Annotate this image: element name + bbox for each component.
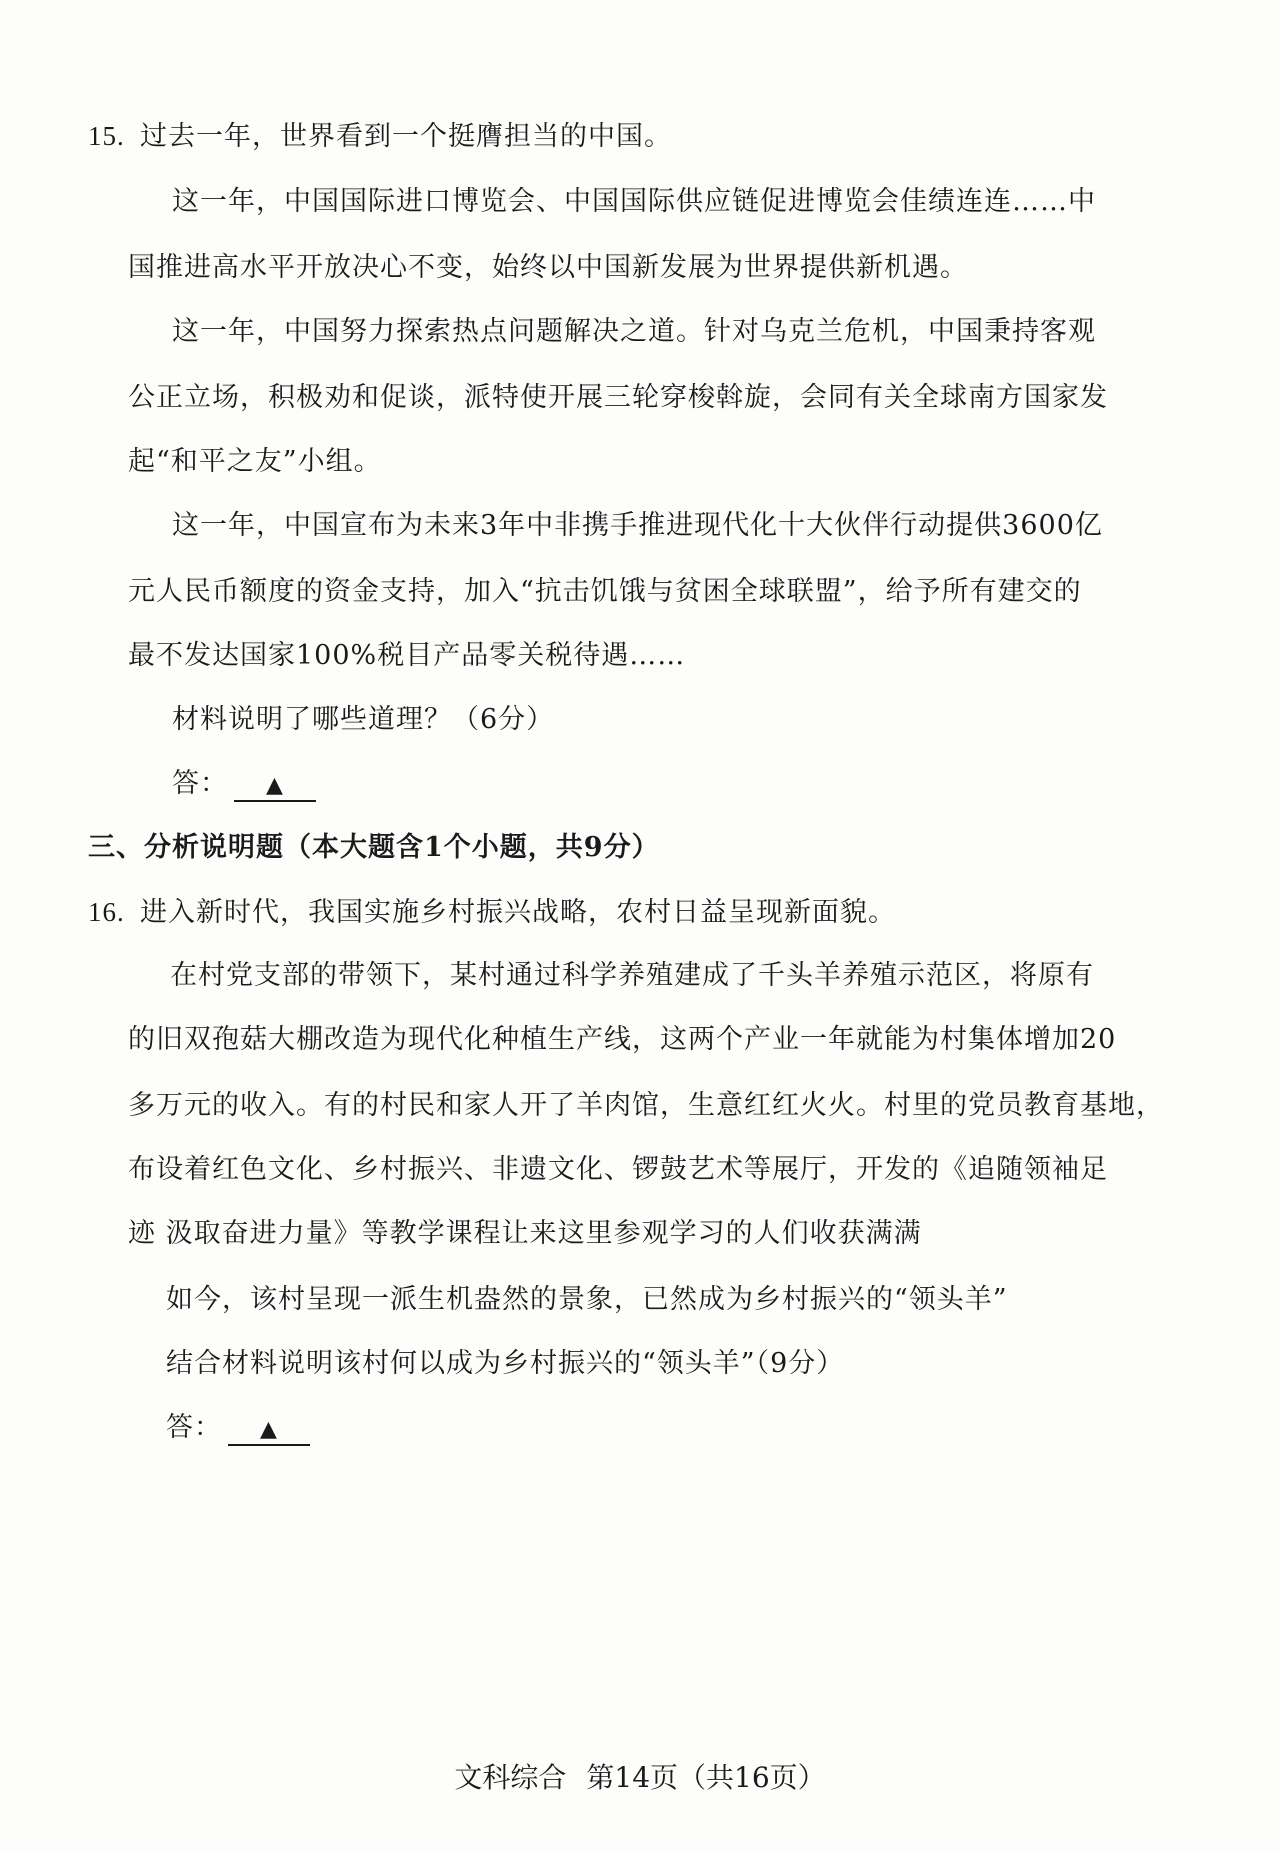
q16-number: 16. xyxy=(88,897,125,927)
q15-number: 15. xyxy=(88,121,125,151)
q16-answer xyxy=(166,1410,310,1446)
q16-line-6: 如今，该村呈现一派生机盎然的景象，已然成为乡村振兴的“领头羊” xyxy=(166,1284,1008,1315)
q15-line-6: 这一年，中国宣布为未来3年中非携手推进现代化十大伙伴行动提供3600亿 xyxy=(172,510,1103,541)
q16-answer-blank[interactable]: ▲ xyxy=(228,1416,310,1446)
q15-heading xyxy=(88,118,672,155)
q15-title: 过去一年，世界看到一个挺膺担当的中国。 xyxy=(140,121,672,152)
q15-question: 材料说明了哪些道理？（6分） xyxy=(172,704,555,735)
q16-answer-label: 答： xyxy=(166,1412,222,1443)
q15-answer-blank[interactable]: ▲ xyxy=(234,772,316,802)
page-footer xyxy=(0,1760,1280,1796)
q16-question: 结合材料说明该村何以成为乡村振兴的“领头羊”（9分） xyxy=(166,1348,845,1379)
q16-heading xyxy=(88,894,896,931)
q16-line-5: 迹 汲取奋进力量》等教学课程让来这里参观学习的人们收获满满 xyxy=(128,1218,922,1249)
footer-subject: 文科综合 xyxy=(454,1761,567,1794)
q15-line-7: 元人民币额度的资金支持，加入“抗击饥饿与贫困全球联盟”，给予所有建交的 xyxy=(128,576,1082,607)
q16-line-1: 在村党支部的带领下，某村通过科学养殖建成了千头羊养殖示范区，将原有 xyxy=(170,960,1094,991)
q15-line-8: 最不发达国家100%税目产品零关税待遇…… xyxy=(128,640,686,671)
q15-line-4: 公正立场，积极劝和促谈，派特使开展三轮穿梭斡旋，会同有关全球南方国家发 xyxy=(128,382,1108,413)
q15-line-2: 国推进高水平开放决心不变，始终以中国新发展为世界提供新机遇。 xyxy=(128,252,968,283)
q15-line-5: 起“和平之友”小组。 xyxy=(128,446,382,477)
q15-line-3: 这一年，中国努力探索热点问题解决之道。针对乌克兰危机，中国秉持客观 xyxy=(172,316,1096,347)
q15-answer-label: 答： xyxy=(172,768,228,799)
q15-answer xyxy=(172,766,316,802)
footer-page-number: 第14页（共16页） xyxy=(586,1761,826,1794)
q16-line-2: 的旧双孢菇大棚改造为现代化种植生产线，这两个产业一年就能为村集体增加20 xyxy=(128,1024,1117,1055)
section3-title: 三、分析说明题（本大题含1个小题，共9分） xyxy=(88,832,660,863)
q16-line-4: 布设着红色文化、乡村振兴、非遗文化、锣鼓艺术等展厅，开发的《追随领袖足 xyxy=(128,1154,1108,1185)
q16-line-3: 多万元的收入。有的村民和家人开了羊肉馆，生意红红火火。村里的党员教育基地， xyxy=(128,1090,1164,1121)
q15-line-1: 这一年，中国国际进口博览会、中国国际供应链促进博览会佳绩连连……中 xyxy=(172,186,1096,217)
q16-title: 进入新时代，我国实施乡村振兴战略，农村日益呈现新面貌。 xyxy=(140,897,896,928)
